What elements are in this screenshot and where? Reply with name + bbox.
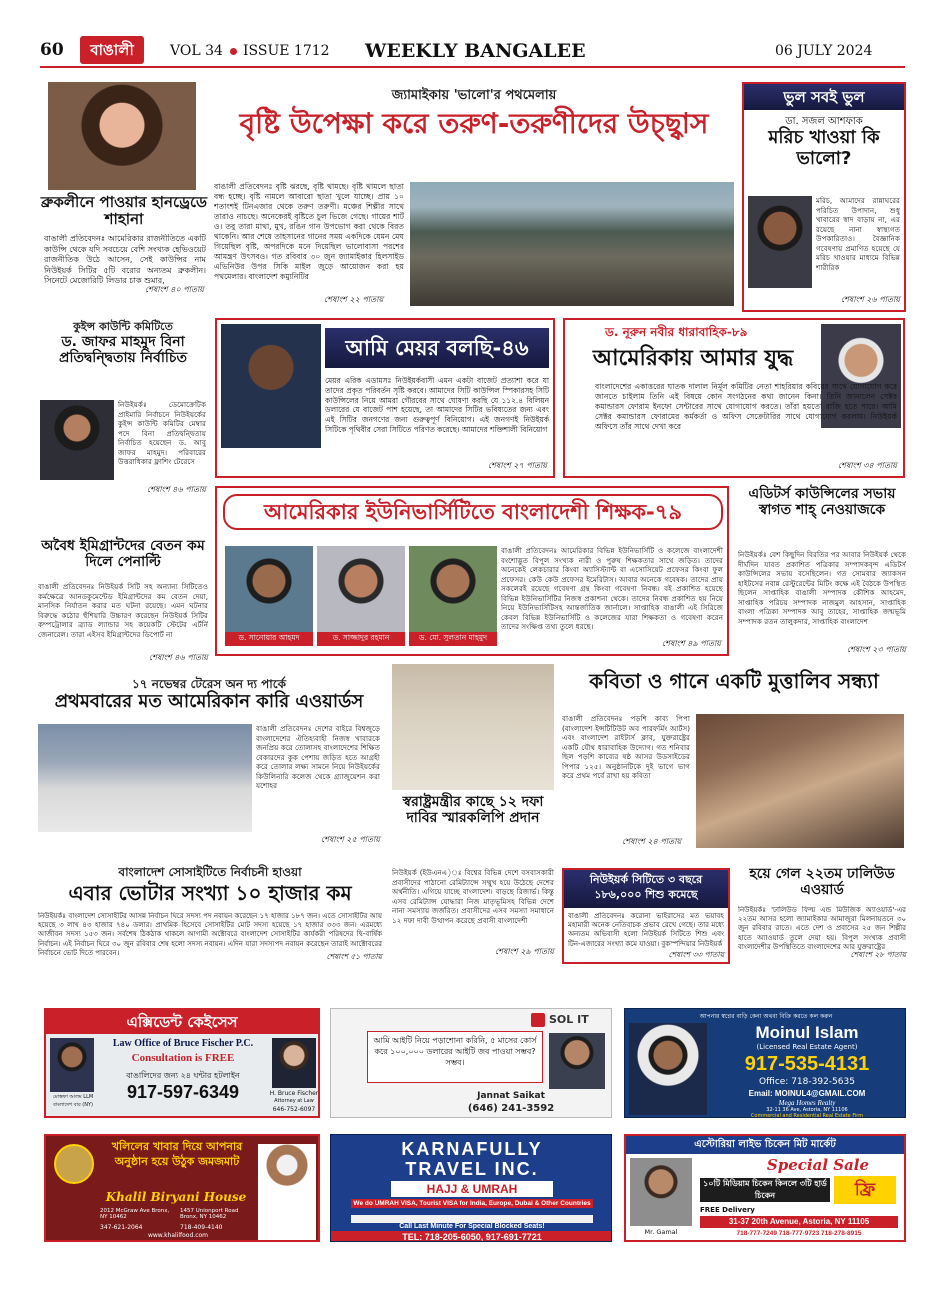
travel-name-1: KARNAFULLY [401, 1139, 543, 1159]
biryani-brand: Khalil Biryani House [105, 1190, 247, 1204]
curry-story [38, 676, 380, 856]
realtor-email[interactable]: Email: MOINUL4@GMAIL.COM [748, 1089, 866, 1098]
jamaica-crowd-photo [410, 182, 734, 306]
memo-photo [392, 664, 554, 790]
society-headline: এবার ভোটার সংখ্যা ১০ হাজার কম [68, 881, 352, 905]
gamal-photo [630, 1158, 692, 1226]
shahana-headline: ব্রুকলীনে পাওয়ার হানড্রেডে শাহানা [40, 193, 208, 229]
travel-visa: We do UMRAH VISA, Tourist VISA for India, Europe, Dubai & Other Countries [351, 1199, 593, 1208]
realtor-address: 32-11 36 Ave, Astoria, NY 11106 [766, 1107, 848, 1113]
sol-brand: SOL IT [549, 1013, 589, 1026]
mayor-box [215, 318, 555, 478]
queens-continued: শেষাংশ ৪৬ পাতায় [146, 485, 206, 494]
mayor-headline: আমি মেয়র বলছি-৪৬ [325, 328, 549, 368]
editors-headline: এডিটর্স কাউন্সিলের সভায় স্বাগত শাহ্ নেওয়াজকে [748, 486, 896, 519]
immigrant-story [38, 538, 208, 668]
saikat-phone[interactable]: (646) 241-3592 [467, 1103, 555, 1114]
queens-story [38, 318, 208, 496]
realtor-top-line: আপনার স্বপ্নের বাড়ি কেনা অথবা বিক্রি করতে কল করুন [699, 1013, 833, 1020]
ad-realtor[interactable] [624, 1008, 906, 1118]
shahana-story [40, 78, 208, 298]
chicken-phones[interactable]: 718-777-7249 718-777-9723 718-278-8915 [736, 1230, 862, 1237]
poetry-body: বাঙালী প্রতিবেদনঃ পড়শি কাব্য পিপা (বাংলাদেশ ইন্সটিটিউট অব পারফর্মিং আর্টস) এবং বাংলাদেশ রাইটার্স ক্লাব, যুক্তরাষ্ট্রের একটি যৌথ ধারাবাহিক উদ্যোগ। গত শনিবার ছিল পড়শি কাব্যের ষষ্ঠ আসর উডসাইডের পিপার ১২৫। অনুষ্ঠানটিকে দুই ভাগে ভাগ করে প্রথম পর্বে রাখা হয় কবিতা [562, 714, 690, 780]
attorney-name: H. Bruce Fischer [269, 1090, 319, 1097]
award-story [738, 866, 906, 964]
issue-date: 06 JULY 2024 [775, 43, 873, 59]
ad-biryani[interactable] [44, 1134, 320, 1242]
mostofa-photo [50, 1038, 94, 1092]
jamaica-headline: বৃষ্টি উপেক্ষা করে তরুণ-তরুণীদের উচ্ছ্বাস [239, 107, 709, 140]
university-continued: শেষাংশ ৪৯ পাতায় [661, 639, 721, 648]
society-body: নিউইয়র্কঃ বাংলাদেশ সোসাইটির আসন্ন নির্বাচন ঘিরে সদস্য পদ নবায়ন করেছেন ১৭ হাজার ১৮৭ জন। এতে সোসাইটির আয় হয়েছে ৩ লাখ ৪৩ হাজার ৭৪০ ডলার। প্রাথমিক হিসেবে সোসাইটির মোট সদস্য হয়েছে ১৭ হাজার ৩৩৩ জন। এরমধ্যে আজীবন সদস্য ১৫৩ জন। সর্বশেষ ঠিকঠাক থাকলে আগামী অক্টোবরে বাংলাদেশ সোসাইটির কার্যকরী পরিষদের দ্বি-বার্ষিক নির্বাচন। এই নির্বাচন ঘিরে ৩০ জুন রবিবার শেষ হলো সদস্য নবায়ন। এদিন যারা সদস্যপদ নবায়ন করেছেন তারাই আক্টোবরের নির্বাচনে ভোট দিতে পারবেন। [38, 912, 382, 956]
jamaica-body: বাঙালী প্রতিবেদনঃ বৃষ্টি ঝরছে, বৃষ্টি থামছে। বৃষ্টি থামলে ছাতা বন্ধ হচ্ছে। বৃষ্টি নামলে আবারো ছাতা খুলে যাচ্ছে। প্রায় ১০ শতাংশই টিনএজার থেকে তরুণ তরুণী। মঞ্চের শিল্পীর সাথে তারাও নাচছে। অনেকেরই বৃষ্টিতে চুল ভিজে গেছে। গায়ের শার্ট ও। তবু তারা মাথা, মুখ, রঙিন গান উপভোগ করা থেকে বিরত থাকেনি। আর শেষে তাহসানের গানের সময় একদিকে যেমন মেঘ গিয়েছিল বৃষ্টি, অপরদিকে মনে দিয়েছিল ভালোবাসা পরশের আমন্ত্রণ উৎসবও। গত রবিবার ৩০ জুন জ্যামাইকার হিলসাইড এভিনিউর উপর সিকি মাইল জুড়ে আয়োজন করা হয় পথমেলার। বাংলাদেশ কম্যুনিটির [214, 182, 404, 282]
teacher-photo-1 [225, 546, 313, 646]
travel-call: Call Last Minute For Special Blocked Seats! [399, 1223, 545, 1230]
masthead-logo: বাঙালী [80, 36, 144, 64]
shahana-body: বাঙালী প্রতিবেদনঃ আমেরিকার রাজনীতিতে একটি কাউন্সি থেকে যদি সবচেয়ে বেশি সংখ্যক হেভিওয়েট রাজনীতিক উঠে আসেন, সেই কাউন্সির নাম নিউইয়র্ক সিটির ৫টি বরোর অন্যতম ব্রুকলীন। সিনেটে মেজোরিটি লিডার চাক শুমার, [44, 234, 206, 284]
mayor-photo [221, 324, 321, 448]
jamaica-story [214, 78, 734, 308]
teacher-caption-2: ড. সাজ্জাদুর রহমান [317, 632, 405, 646]
realtor-office: Office: 718-392-5635 [759, 1077, 855, 1087]
shahana-continued: শেষাংশ ৪০ পাতায় [144, 285, 204, 294]
column-headline: মরিচ খাওয়া কি ভালো? [768, 127, 880, 169]
accident-banner: এক্সিডেন্ট কেইসেস [46, 1010, 318, 1034]
memo-continued: শেষাংশ ২৯ পাতায় [494, 947, 554, 956]
curry-headline: প্রথমবারের মত আমেরিকান কারি এওয়ার্ডস [54, 691, 364, 712]
ad-travel[interactable] [330, 1134, 612, 1242]
war-continued: শেষাংশ ৩৪ পাতায় [837, 461, 897, 470]
hotline-label: বাঙালিদের জন্য ২৪ ঘন্টার হটলাইন [126, 1071, 240, 1080]
saikat-name: Jannat Saikat [477, 1091, 545, 1101]
children-box [562, 868, 730, 964]
war-headline: আমেরিকায় আমার যুদ্ধ [592, 346, 794, 371]
immigrant-headline: অবৈধ ইমিগ্রান্টদের বেতন কম দিলে পেনাল্টি [41, 538, 205, 571]
realtor-title: (Licensed Real Estate Agent) [756, 1043, 858, 1051]
curry-continued: শেষাংশ ২৫ পাতায় [320, 835, 380, 844]
poetry-continued: শেষাংশ ২৪ পাতায় [622, 837, 682, 846]
queens-body: নিউইয়র্কঃ ডেমোক্রেটিক প্রাইমারি নির্বাচনে নিউইয়র্কের কুইন্স কাউন্টি কমিটির মেম্বার পদে বিনা প্রতিদ্বন্দ্বিতায় নির্বাচিত হয়েছেন ড. আবু জাফর মাহমুদ। পরিবারের উত্তরাধিকার ফ্লাশিং টেরেসে [118, 400, 206, 466]
mayor-continued: শেষাংশ ২৭ পাতায় [487, 461, 547, 470]
chicken-sale: Special Sale [766, 1156, 870, 1174]
biryani-web[interactable]: www.khalilfood.com [147, 1232, 209, 1239]
war-box [563, 318, 905, 478]
university-headline: আমেরিকার ইউনিভার্সিটিতে বাংলাদেশী শিক্ষক-৭৯ [223, 494, 723, 530]
realtor-tagline: Commercial and Residential Real Estate Firm [750, 1113, 864, 1118]
poetry-story [562, 664, 906, 860]
moinul-photo [629, 1023, 707, 1115]
immigrant-continued: শেষাংশ ৪৬ পাতায় [148, 653, 208, 662]
editors-story [738, 486, 906, 656]
ad-sol-it[interactable] [330, 1008, 612, 1118]
ad-chicken[interactable] [624, 1134, 906, 1242]
masthead [40, 36, 905, 68]
page-number: 60 [40, 40, 64, 60]
accident-phone[interactable]: 917-597-6349 [126, 1082, 240, 1102]
travel-hajj: HAJJ & UMRAH [391, 1181, 553, 1197]
column-author: ডা. সজল আশফাক [785, 116, 863, 127]
consultation-text: Consultation is FREE [131, 1052, 235, 1064]
bruce-fischer-photo [272, 1038, 316, 1088]
chicken-address: 31-37 20th Avenue, Astoria, NY 11105 [700, 1216, 898, 1228]
issue-label: ISSUE 1712 [243, 43, 330, 59]
memo-body: নিউইয়র্ক (ইউএনএ)ঃ বিশ্বের বিভিন্ন দেশে বসবাসকারী প্রবাসীদের পাঠানো রেমিট্যান্সে সম্মুখ হয়ে উঠেছে দেশের অর্থনীতি। এগিয়ে যাচ্ছে বাংলাদেশ। বাড়ছে রিজার্ভ। কিন্তু এসব রেমিট্যান্স যোদ্ধারা নিজ মাতৃভূমিসহ বিভিন্ন দেশে নানা সমস্যায় জর্জরিত। প্রবাসীদের এসব সমস্যা সমাধানে ১২ দফা দাবী উত্থাপন করেছে প্রবাসী বাংলাদেশী [392, 868, 554, 925]
travel-tel[interactable]: TEL: 718-205-6050, 917-691-7721 [331, 1231, 612, 1242]
column-body: মরিচ, আমাদের রান্নাঘরের পরিচিত উপাদান, শুধু খাবারের স্বাদ বাড়ায় না, এর রয়েছে নানা স্বাস্থ্যগত উপকারিতাও। বৈজ্ঞানিক গবেষণায় প্রমাণিত হয়েছে যে মরিচ খাওয়ার মাধ্যমে বিভিন্ন শারীরিক [816, 196, 900, 272]
chicken-title: এস্টোরিয়া লাইভ চিকেন মিট মার্কেট [626, 1136, 904, 1154]
jamaica-continued: শেষাংশ ২২ পাতায় [324, 295, 384, 304]
column-box [742, 82, 906, 312]
travel-name-2: TRAVEL INC. [405, 1159, 539, 1179]
award-headline: হয়ে গেল ২২তম ঢালিউড এওয়ার্ড [749, 866, 895, 899]
teacher-photo-2 [317, 546, 405, 646]
memo-headline: স্বরাষ্ট্রমন্ত্রীর কাছে ১২ দফা দাবির স্মারকলিপি প্রদান [402, 794, 544, 827]
award-body: নিউইয়র্কঃ 'ঢালিউড ফিল্ম এন্ড মিউজিক অ্যাওয়ার্ড'-এর ২২তম আসর হলো জ্যামাইকার আমাজুরা মিলনায়তনে ৩০ জুন রবিবার রাতে। এতে দেশ ও প্রবাসের ২৫ জন শিল্পীর হাতে অ্যাওয়ার্ড তুলে দেয়া হয়। বিপুল সংখ্যক প্রবাসী বাংলাদেশীর উপস্থিতিতে বাংলাদেশের আর যুক্তরাষ্ট্রের [738, 906, 906, 950]
chef-photo [258, 1144, 316, 1240]
queens-headline: ড. জাফর মাহমুদ বিনা প্রতিদ্বন্দ্বিতায় নির্বাচিত [59, 334, 187, 367]
gamal-name: Mr. Gamal [644, 1228, 678, 1236]
chicken-delivery: FREE Delivery [700, 1206, 755, 1214]
biryani-address-2: 1457 Unionport Road Bronx, NY 10462 [180, 1208, 239, 1220]
attorney-phone: 646-752-6097 [272, 1106, 316, 1113]
editors-continued: শেষাংশ ২৩ পাতায় [846, 645, 906, 654]
curry-kicker: ১৭ নভেম্বর টেরেস অন দ্য পার্কে [131, 677, 286, 691]
biryani-phone-1[interactable]: 347-621-2064 [100, 1224, 143, 1231]
ad-accident[interactable] [44, 1008, 320, 1118]
realtor-company: Mega Homes Realty [778, 1099, 836, 1107]
realtor-name: Moinul Islam [755, 1023, 859, 1042]
editors-body: নিউইয়র্কঃ বেশ কিছুদিন বিরতির পর আবার নিউইয়র্ক থেকে দীর্ঘদিন যাবত প্রকাশিত পত্রিকার সম্পাদকবৃন্দ এডিটর্স কাউন্সিলের সভায় বসেছিলেন। গত সোমবার জ্যাকসন হাইটসের নবান্ন রেস্টুরেন্টের মিটিং কক্ষে এই বৈঠকে উপস্থিত ছিলেন সাপ্তাহিক বাঙালী সম্পাদক কৌশিক আহমেদ, সাপ্তাহিক পরিচয় সম্পাদক নাজমুল আহসান, সাপ্তাহিক বাংলা পত্রিকা সম্পাদক আবু তাহের, সাপ্তাহিক জন্মভূমি সম্পাদক রতন তালুকদার, সাপ্তাহিক বাংলাদেশ [738, 550, 906, 626]
curry-event-photo [38, 724, 252, 832]
biryani-phone-2[interactable]: 718-409-4140 [180, 1224, 223, 1231]
sol-logo-icon [531, 1013, 545, 1027]
curry-body: বাঙালী প্রতিবেদনঃ দেশের বাইরে বিশ্বজুড়ে বাংলাদেশের ঐতিহ্যবাহী নিজস্ব খাবারকে জনপ্রিয় করে তোলাসহ বাংলাদেশের শিক্ষিত বেকারদের কুক পেশায় জড়িত হতে আগ্রহী করে তোলার লক্ষ্য সামনে নিয়ে নিউইয়র্কের কিউলিনারি কলেজ থেকে গ্র্যাজুয়েশন করা যশোহর [256, 724, 380, 790]
sol-text: আমি আইটি নিয়ে পড়াশোনা করিনি, ৫ মাসের কোর্স করে ১০০,০০০ ডলারের আইটি জব পাওয়া সম্ভব? সম্ভব। [367, 1031, 543, 1083]
jafar-photo [40, 400, 114, 480]
university-body: বাঙালী প্রতিবেদনঃ আমেরিকার বিভিন্ন ইউনিভার্সিটি ও কলেজে বাংলাদেশী বংশোদ্ভূত বিপুল সংখ্যক নারী ও পুরুষ শিক্ষকতার সাথে জড়িত। তাদের অনেকেই লেকচারার কিংবা অ্যাসিস্ট্যান্ট বা এসোসিয়েট প্রফেসর কিংবা ফুল প্রফেসর। কেউ কেউ প্রফেসর ইমেরিটাস। আবার অনেকে গবেষক। তাদের প্রায় সকলেরই রয়েছে গবেষণা গ্রন্থ কিংবা গবেষণা নিবন্ধ। বই প্রকাশিত হয়েছে বিভিন্ন ইউনিভার্সিটির নিজস্ব প্রকাশনা থেকে। তাদের নিবন্ধ প্রকাশিত হয় নিয়ে নিয়ে ইউনিভার্সিটিসহ আন্তর্জাতিক জার্নালে। সাপ্তাহিক বাঙালী এই সিরিজে কেবল বিভিন্ন ইউনিভার্সিটি ও কলেজের যারা শিক্ষকতা ও গবেষণা করেন তাদের সংক্ষিপ্ত তথ্য তুলে ধরছে। [501, 546, 723, 631]
mostofa-label: মোস্তফা আলম LLM বাংলাদেশ বার (NY) [52, 1094, 94, 1108]
poetry-event-photo [696, 714, 904, 848]
queens-kicker: কুইন্স কাউন্টি কমিটিতে [73, 320, 173, 333]
memo-story [392, 664, 554, 960]
biryani-slogan: খলিলের খাবার দিয়ে আপনার অনুষ্ঠান হয়ে উঠুক জমজমাট [111, 1140, 243, 1168]
teacher-caption-3: ড. মো. সুলতান মাহমুদ [409, 632, 497, 646]
column-title: ভুল সবই ভুল [744, 84, 904, 110]
bullet-icon [230, 48, 237, 55]
column-continued: শেষাংশ ২৬ পাতায় [840, 295, 900, 304]
volume-label: VOL 34 [170, 43, 223, 59]
university-box [215, 486, 729, 656]
society-continued: শেষাংশ ৫১ পাতায় [326, 952, 382, 961]
immigrant-body: বাঙালী প্রতিবেদনঃ নিউইয়র্ক সিটি সহ অন্যান্য সিটিতেও কর্মক্ষেত্রে আনডকুমেন্টেড ইমিগ্রান্টদের কম বেতন দেয়া, মানসিক নির্যাতন করার মত ঘটনা রয়েছে। এমন ঘটনার বিরুদ্ধে কঠোর হুঁশিয়ারি উচ্চারণ করেছেন নিউইয়র্ক সিটির কম্পট্রোলার ব্র্যাড ল্যান্ডার সহ কয়েকটি স্টেটের এর্টর্নি জেনারেল। তারা এইসব ইমিগ্রান্টদের ডিপোর্ট না [38, 582, 208, 639]
society-kicker: বাংলাদেশ সোসাইটিতে নির্বাচনী হাওয়া [118, 865, 302, 879]
teacher-caption-1: ড. সানোয়ার আহমদ [225, 632, 313, 646]
war-body: বাংলাদেশের একাত্তরের ঘাতক দালাল নির্মূল কমিটির নেতা শাহরিয়ার কবিরের সাথে যোগাযোগ করে জানতে চাইলাম তিনি এই বিষয়ে কোন সংগঠনের কথা জানেন কিনা। তিনি জানালেন সেক্টর কমান্ডারস ফোরাম ইনফো সেন্টারের সাথে যোগাযোগ করতে। তাঁরা হয়তো রাজি হতে পারে। আমি সেক্টর কমান্ডারস ফোরামের কর্মকর্তা ও অফিস সেক্রেটারির সাথে যোগাযোগ করলাম। নিউইয়র্ক অফিসে তাঁর সাথে দেখা করে [595, 382, 897, 432]
children-continued: শেষাংশ ৩৩ পাতায় [668, 950, 724, 959]
masthead-rule [40, 66, 905, 68]
war-kicker: ড. নূরুন নবীর ধারাবাহিক-৮৯ [605, 325, 748, 339]
law-firm-name: Law Office of Bruce Fischer P.C. [112, 1038, 254, 1049]
children-body: বাঙালী প্রতিবেদনঃ করোনা ভাইরাসের মত ভয়াবহ মহামারী অনেক নেতিবাচক প্রভাব রেখে গেছে। তার মধ্যে অন্যতম অভিবাসী হলো নিউইয়র্ক সিটিতে শিশু এবং টিন-এজারের সংখ্যা কমে যাওয়া। বুকস্পন্দিয়ার নিউইয়র্ক [568, 912, 724, 948]
teacher-photo-3 [409, 546, 497, 646]
award-continued: শেষাংশ ২৮ পাতায় [850, 950, 906, 959]
shahana-photo [48, 82, 196, 190]
chicken-free: ফ্রি [834, 1176, 896, 1204]
saikat-photo [549, 1033, 605, 1089]
children-headline: নিউইয়র্ক সিটিতে ৩ বছরে ১৮৬,০০০ শিশু কমেছে [564, 870, 728, 908]
chicken-deal: ১০টি মিডিয়াম চিকেন কিনলে ৩টি হার্ড চিকেন [700, 1178, 830, 1202]
travel-airlines-strip [351, 1215, 593, 1223]
poetry-headline: কবিতা ও গানে একটি মুত্তালিব সন্ধ্যা [589, 669, 879, 693]
realtor-cell[interactable]: 917-535-4131 [744, 1053, 870, 1075]
biryani-address-1: 2012 McGraw Ave Bronx, NY 10462 [100, 1208, 170, 1220]
attorney-role: Attorney at Law [274, 1098, 314, 1104]
jamaica-kicker: জ্যামাইকায় 'ভালো'র পথমেলায় [391, 88, 557, 103]
biryani-logo-icon [54, 1144, 94, 1184]
mayor-body: মেয়র এরিক এডামসঃ নিউইয়র্কবাসী এমন একটা বাজেট প্রত্যাশা করে যা তাদের প্রকৃত পরিবর্তন সৃষ্টি করবে। আমাদের সিটি কাউন্সিল স্পিকারসহ সিটি কাউন্সিলের নিয়ে আমরা গৌরবের সাথে ঘোষণা করছি যে ১১২.৪ বিলিয়ন ডলারের যে বাজেট পাশ হয়েছে, তা আমাদের সিটির ভবিষ্যতের জন্য এবং এই সিটির জনগণের জন্য গুরুত্বপূর্ণ বিনিয়োগ। এই জনগণই নিউইয়র্ক সিটিকে পৃথিবীর সেরা সিটিতে পরিণত করেছে। আমাদের শক্তিশালী বিনিয়োগ [325, 376, 549, 434]
paper-title: WEEKLY BANGALEE [365, 40, 586, 62]
society-story [38, 864, 382, 964]
columnist-photo [748, 196, 812, 288]
